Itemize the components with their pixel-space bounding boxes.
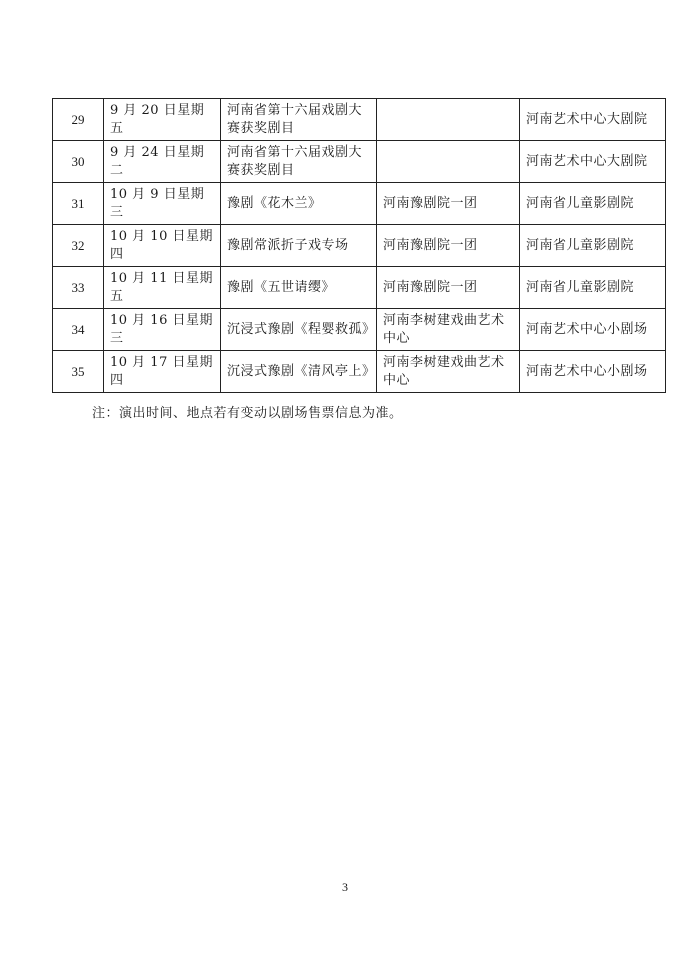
table-row xyxy=(53,225,666,267)
row-number: 34 xyxy=(53,309,104,351)
performance-date: 10 月 10 日星期四 xyxy=(104,225,221,267)
table-row xyxy=(53,267,666,309)
performance-date: 10 月 11 日星期五 xyxy=(104,267,221,309)
performance-date: 10 月 17 日星期四 xyxy=(104,351,221,393)
venue-name: 河南省儿童影剧院 xyxy=(520,183,666,225)
program-title: 沉浸式豫剧《程婴救孤》 xyxy=(221,309,377,351)
program-title: 豫剧《五世请缨》 xyxy=(221,267,377,309)
page-number: 3 xyxy=(342,880,348,894)
row-number: 30 xyxy=(53,141,104,183)
row-number: 35 xyxy=(53,351,104,393)
troupe-name: 河南豫剧院一团 xyxy=(377,183,520,225)
footnote: 注：演出时间、地点若有变动以剧场售票信息为准。 xyxy=(92,406,403,421)
troupe-name xyxy=(377,141,520,183)
venue-name: 河南艺术中心大剧院 xyxy=(520,141,666,183)
row-number: 32 xyxy=(53,225,104,267)
performance-date: 10 月 16 日星期三 xyxy=(104,309,221,351)
table-row xyxy=(53,183,666,225)
venue-name: 河南艺术中心小剧场 xyxy=(520,351,666,393)
performance-date: 9 月 24 日星期二 xyxy=(104,141,221,183)
troupe-name: 河南豫剧院一团 xyxy=(377,225,520,267)
program-title: 豫剧《花木兰》 xyxy=(221,183,377,225)
venue-name: 河南艺术中心大剧院 xyxy=(520,99,666,141)
table-row xyxy=(53,99,666,141)
row-number: 31 xyxy=(53,183,104,225)
performance-date: 9 月 20 日星期五 xyxy=(104,99,221,141)
table-row xyxy=(53,141,666,183)
program-title: 河南省第十六届戏剧大赛获奖剧目 xyxy=(221,141,377,183)
troupe-name: 河南李树建戏曲艺术中心 xyxy=(377,351,520,393)
performance-schedule-table xyxy=(52,98,666,393)
troupe-name xyxy=(377,99,520,141)
program-title: 河南省第十六届戏剧大赛获奖剧目 xyxy=(221,99,377,141)
performance-date: 10 月 9 日星期三 xyxy=(104,183,221,225)
program-title: 沉浸式豫剧《清风亭上》 xyxy=(221,351,377,393)
venue-name: 河南省儿童影剧院 xyxy=(520,225,666,267)
table-row xyxy=(53,351,666,393)
venue-name: 河南省儿童影剧院 xyxy=(520,267,666,309)
row-number: 33 xyxy=(53,267,104,309)
row-number: 29 xyxy=(53,99,104,141)
table-row xyxy=(53,309,666,351)
program-title: 豫剧常派折子戏专场 xyxy=(221,225,377,267)
schedule-table-body xyxy=(53,99,666,393)
venue-name: 河南艺术中心小剧场 xyxy=(520,309,666,351)
troupe-name: 河南豫剧院一团 xyxy=(377,267,520,309)
troupe-name: 河南李树建戏曲艺术中心 xyxy=(377,309,520,351)
